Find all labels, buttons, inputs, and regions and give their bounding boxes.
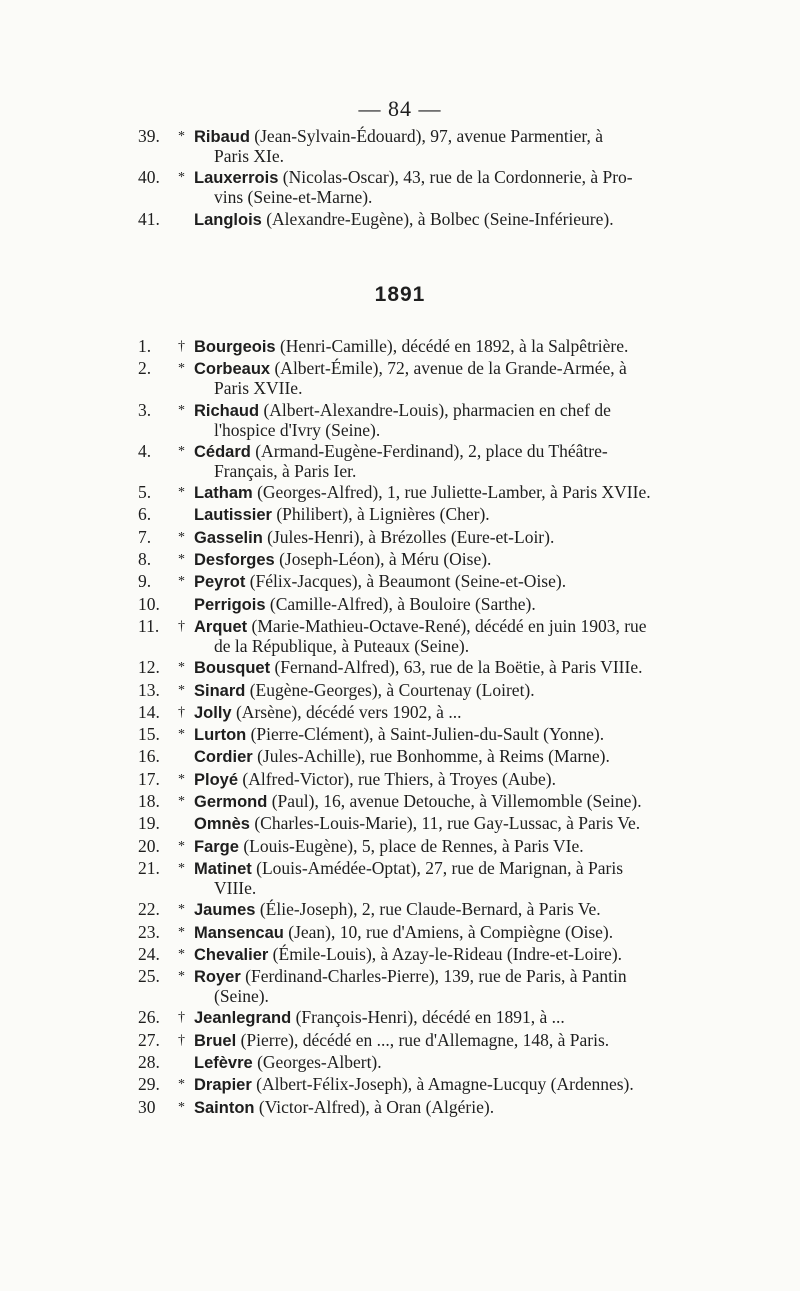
entry-number: 8.	[138, 549, 152, 570]
entry-continuation: Paris XIe.	[214, 146, 284, 166]
entry-details: (Camille-Alfred), à Bouloire (Sarthe).	[265, 593, 536, 614]
entry-details: (Marie-Mathieu-Octave-René), décédé en juin 1903, rue	[247, 615, 647, 636]
entry-number: 26.	[138, 1007, 160, 1028]
entry-details: (Albert-Alexandre-Louis), pharmacien en chef de	[259, 399, 611, 420]
asterisk-mark: *	[178, 660, 185, 676]
list-item	[138, 923, 714, 943]
list-item	[138, 595, 714, 615]
asterisk-mark: *	[178, 1077, 185, 1093]
entry-surname: Sainton	[194, 1098, 255, 1117]
entry-surname: Bruel	[194, 1031, 237, 1050]
list-item	[138, 747, 714, 767]
asterisk-mark: *	[178, 170, 185, 186]
entry-surname: Cordier	[194, 748, 253, 767]
entry-number: 21.	[138, 857, 160, 878]
asterisk-mark: *	[178, 902, 185, 918]
entry-continuation: (Seine).	[214, 986, 269, 1007]
list-item	[138, 945, 714, 965]
list-item	[138, 168, 714, 207]
entry-surname: Farge	[194, 837, 239, 856]
entry-surname: Lauxerrois	[194, 169, 279, 188]
list-item	[138, 703, 714, 723]
entry-number: 4.	[138, 440, 152, 461]
entry-surname: Desforges	[194, 551, 275, 570]
entry-details: (Élie-Joseph), 2, rue Claude-Bernard, à Paris Ve.	[255, 899, 601, 920]
entry-surname: Omnès	[194, 815, 250, 834]
page-number: — 84 —	[358, 96, 442, 121]
entry-surname: Lautissier	[194, 506, 272, 525]
entry-surname: Richaud	[194, 401, 260, 420]
year-heading: 1891	[374, 283, 426, 306]
entry-details: (Eugène-Georges), à Courtenay (Loiret).	[245, 679, 535, 700]
list-item	[138, 837, 714, 857]
list-item	[138, 967, 714, 1006]
entry-number: 23.	[138, 921, 160, 942]
entry-number: 12.	[138, 657, 160, 678]
list-item	[138, 337, 714, 357]
entry-details: (Pierre), décédé en ..., rue d'Allemagne, 148, à Paris.	[236, 1029, 610, 1050]
list-item	[138, 617, 714, 656]
entry-details: (Félix-Jacques), à Beaumont (Seine-et-Oise).	[245, 571, 567, 592]
entry-continuation: VIIIe.	[214, 877, 257, 898]
entry-details: (Alfred-Victor), rue Thiers, à Troyes (Aube).	[238, 768, 556, 789]
entry-details: (Paul), 16, avenue Detouche, à Villemomble (Seine).	[267, 791, 642, 812]
entry-number: 2.	[138, 358, 152, 379]
entry-details: (Alexandre-Eugène), à Bolbec (Seine-Inférieure).	[261, 208, 614, 229]
entry-details: (Ferdinand-Charles-Pierre), 139, rue de Paris, à Pantin	[240, 966, 627, 987]
deceased-mark: †	[178, 339, 185, 354]
entry-details: (Louis-Eugène), 5, place de Rennes, à Paris VIe.	[238, 835, 584, 856]
entry-continuation: Français, à Paris Ier.	[214, 460, 357, 481]
entry-number: 20.	[138, 835, 160, 856]
entry-surname: Cédard	[194, 442, 251, 461]
list-item	[138, 681, 714, 701]
entry-number: 18.	[138, 791, 160, 812]
entry-number: 24.	[138, 943, 160, 964]
entry-number: 3.	[138, 399, 152, 420]
list-item	[138, 505, 714, 525]
entry-surname: Sinard	[194, 681, 246, 700]
entry-continuation: vins (Seine-et-Marne).	[214, 187, 373, 208]
entry-surname: Royer	[194, 968, 241, 987]
entry-number: 1.	[138, 336, 152, 356]
asterisk-mark: *	[178, 1099, 185, 1115]
asterisk-mark: *	[178, 682, 185, 698]
entry-details: (Armand-Eugène-Ferdinand), 2, place du Théâtre-	[250, 440, 608, 461]
entry-number: 22.	[138, 899, 160, 920]
entry-surname: Germond	[194, 793, 268, 812]
list-item	[138, 210, 714, 230]
entry-details: (Émile-Louis), à Azay-le-Rideau (Indre-et-Loire).	[268, 943, 623, 964]
entry-details: (Henri-Camille), décédé en 1892, à la Salpêtrière.	[275, 336, 629, 356]
entry-details: (François-Henri), décédé en 1891, à ...	[291, 1007, 565, 1028]
asterisk-mark: *	[178, 361, 185, 377]
asterisk-mark: *	[178, 794, 185, 810]
entry-surname: Peyrot	[194, 573, 246, 592]
entry-surname: Gasselin	[194, 528, 263, 547]
entry-details: (Jean), 10, rue d'Amiens, à Compiègne (Oise).	[283, 921, 614, 942]
entry-number: 17.	[138, 768, 160, 789]
list-item	[138, 442, 714, 481]
asterisk-mark: *	[178, 529, 185, 545]
asterisk-mark: *	[178, 443, 185, 459]
entry-surname: Jeanlegrand	[194, 1009, 292, 1028]
entry-details: (Fernand-Alfred), 63, rue de la Boëtie, à Paris VIIIe.	[270, 657, 643, 678]
entry-surname: Latham	[194, 484, 253, 503]
entry-surname: Ribaud	[194, 128, 250, 146]
entry-details: (Arsène), décédé vers 1902, à ...	[231, 701, 462, 722]
list-item	[138, 725, 714, 745]
entry-surname: Jolly	[194, 703, 232, 722]
entry-number: 11.	[138, 615, 160, 636]
entry-details: (Charles-Louis-Marie), 11, rue Gay-Lussac, à Paris Ve.	[249, 813, 641, 834]
entry-number: 27.	[138, 1029, 160, 1050]
entry-details: (Victor-Alfred), à Oran (Algérie).	[254, 1096, 495, 1117]
entry-number: 19.	[138, 813, 160, 834]
entry-continuation: Paris XVIIe.	[214, 378, 303, 399]
list-item	[138, 550, 714, 570]
list-item	[138, 1075, 714, 1095]
asterisk-mark: *	[178, 129, 185, 144]
entry-number: 40.	[138, 167, 160, 188]
entry-details: (Georges-Albert).	[252, 1052, 382, 1073]
entry-number: 25.	[138, 966, 160, 987]
entry-surname: Ployé	[194, 770, 239, 789]
entry-surname: Lefèvre	[194, 1054, 253, 1073]
entry-number: 5.	[138, 482, 152, 503]
entry-surname: Mansencau	[194, 923, 284, 942]
entry-number: 9.	[138, 571, 152, 592]
asterisk-mark: *	[178, 838, 185, 854]
list-item	[138, 792, 714, 812]
asterisk-mark: *	[178, 485, 185, 501]
asterisk-mark: *	[178, 969, 185, 985]
entry-number: 16.	[138, 746, 160, 767]
list-item	[138, 1031, 714, 1051]
entry-number: 29.	[138, 1074, 160, 1095]
entry-surname: Lurton	[194, 726, 247, 745]
entry-number: 6.	[138, 504, 152, 525]
entry-details: (Jules-Henri), à Brézolles (Eure-et-Loir).	[262, 526, 555, 547]
list-item	[138, 127, 714, 166]
entry-number: 7.	[138, 526, 152, 547]
entry-details: (Louis-Amédée-Optat), 27, rue de Marignan, à Paris	[251, 857, 624, 878]
entry-number: 13.	[138, 679, 160, 700]
deceased-mark: †	[178, 704, 185, 720]
list-item	[138, 401, 714, 440]
entry-continuation: de la République, à Puteaux (Seine).	[214, 635, 470, 656]
entry-details: (Jules-Achille), rue Bonhomme, à Reims (Marne).	[252, 746, 610, 767]
entry-surname: Perrigois	[194, 595, 266, 614]
entry-surname: Matinet	[194, 859, 252, 878]
list-item	[138, 900, 714, 920]
entry-surname: Drapier	[194, 1076, 252, 1095]
list-item	[138, 528, 714, 548]
entry-details: (Albert-Émile), 72, avenue de la Grande-Armée, à	[270, 358, 627, 379]
list-item	[138, 359, 714, 398]
entry-number: 39.	[138, 126, 160, 146]
asterisk-mark: *	[178, 860, 185, 876]
asterisk-mark: *	[178, 727, 185, 743]
deceased-mark: †	[178, 618, 185, 634]
entry-details: (Nicolas-Oscar), 43, rue de la Cordonnerie, à Pro-	[278, 167, 633, 188]
list-item	[138, 658, 714, 678]
year-1891-entries	[138, 337, 714, 1120]
entry-details: (Albert-Félix-Joseph), à Amagne-Lucquy (Ardennes).	[251, 1074, 634, 1095]
entry-surname: Bourgeois	[194, 338, 276, 356]
list-item	[138, 770, 714, 790]
entry-surname: Corbeaux	[194, 360, 271, 379]
entry-details: (Pierre-Clément), à Saint-Julien-du-Sault (Yonne).	[246, 724, 605, 745]
entry-number: 30	[138, 1096, 156, 1117]
asterisk-mark: *	[178, 552, 185, 568]
entry-number: 14.	[138, 701, 160, 722]
entry-surname: Arquet	[194, 617, 248, 636]
asterisk-mark: *	[178, 946, 185, 962]
entry-number: 10.	[138, 593, 160, 614]
entry-surname: Bousquet	[194, 659, 271, 678]
asterisk-mark: *	[178, 402, 185, 418]
list-item	[138, 483, 714, 503]
entry-details: (Georges-Alfred), 1, rue Juliette-Lamber, à Paris XVIIe.	[252, 482, 651, 503]
list-item	[138, 572, 714, 592]
entry-details: (Joseph-Léon), à Méru (Oise).	[274, 549, 492, 570]
entry-surname: Jaumes	[194, 901, 256, 920]
entry-surname: Chevalier	[194, 945, 269, 964]
entry-surname: Langlois	[194, 210, 262, 229]
list-item	[138, 814, 714, 834]
asterisk-mark: *	[178, 924, 185, 940]
list-item	[138, 859, 714, 898]
entry-number: 28.	[138, 1052, 160, 1073]
asterisk-mark: *	[178, 771, 185, 787]
entry-details: (Philibert), à Lignières (Cher).	[271, 504, 490, 525]
list-item	[138, 1098, 714, 1118]
list-item	[138, 1008, 714, 1028]
previous-year-entries	[138, 127, 714, 232]
entry-number: 41.	[138, 208, 160, 229]
entry-number: 15.	[138, 724, 160, 745]
deceased-mark: †	[178, 1010, 185, 1026]
deceased-mark: †	[178, 1032, 185, 1048]
asterisk-mark: *	[178, 574, 185, 590]
entry-continuation: l'hospice d'Ivry (Seine).	[214, 419, 381, 440]
list-item	[138, 1053, 714, 1073]
entry-details: (Jean-Sylvain-Édouard), 97, avenue Parmentier, à	[249, 126, 603, 146]
